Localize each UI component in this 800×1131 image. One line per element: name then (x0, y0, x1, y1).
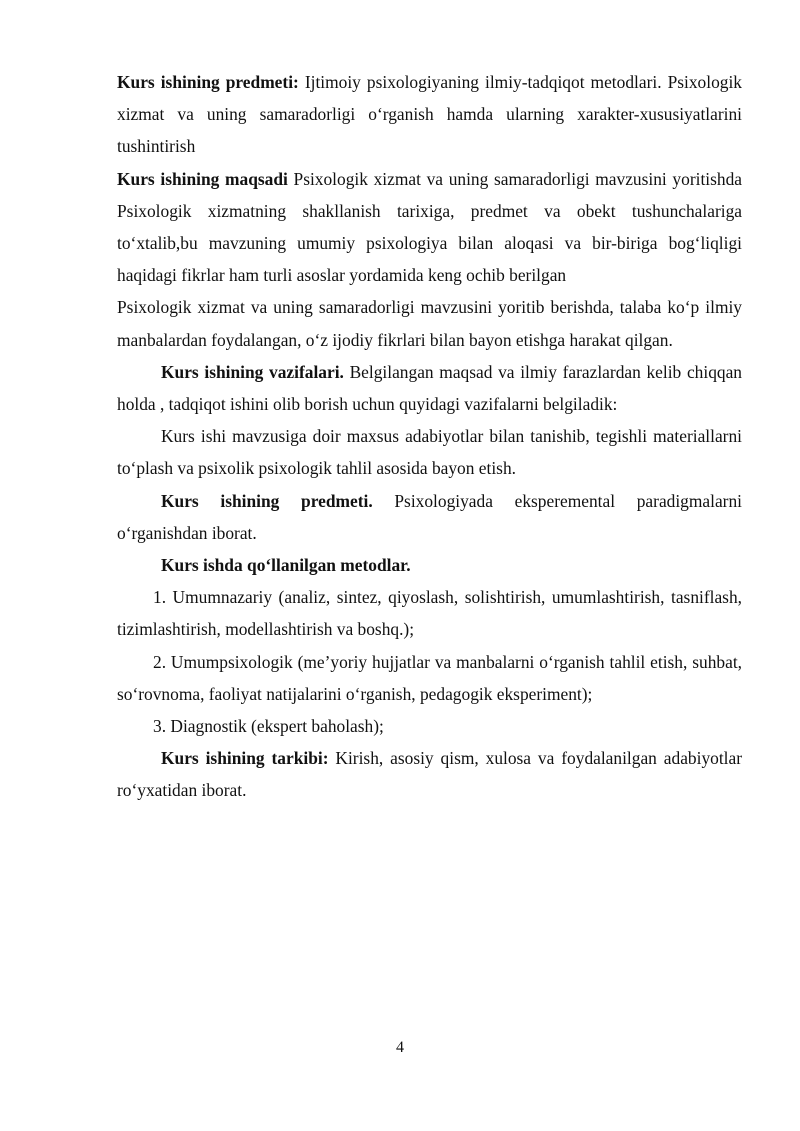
tasks-text: Belgilangan maqsad va ilmiy farazlardan kelib chiqqan holda , tadqiqot ishini olib borish uchun quyidagi vazifalarni belgiladik: (117, 361, 742, 415)
method-item-2-text: 2. Umumpsixologik (me’yoriy hujjatlar va manbalarni o‘rganish tahlil etish, suhbat, so‘rovnoma, faoliyat natijalarini o‘rganish, pedagogik eksperiment); (117, 651, 742, 704)
subject-paragraph (117, 66, 742, 163)
subject-2-text: Psixologiyada eksperemental paradigmalarni o‘rganishdan iborat. (117, 490, 742, 543)
method-item-3-text: 3. Diagnostik (ekspert baholash); (153, 716, 384, 737)
subject-2-heading: Kurs ishining predmeti. (161, 490, 373, 511)
methods-heading-paragraph (117, 549, 742, 581)
methods-heading: Kurs ishda qo‘llanilgan metodlar. (161, 555, 411, 576)
method-item-1 (117, 581, 742, 645)
structure-heading: Kurs ishining tarkibi: (161, 748, 329, 769)
tasks-paragraph (117, 356, 742, 420)
goal-paragraph (117, 163, 742, 292)
subject-heading: Kurs ishining predmeti: (117, 72, 299, 92)
tasks-heading: Kurs ishining vazifalari. (161, 361, 344, 382)
subject-2-paragraph (117, 485, 742, 549)
student-effort-text: Psixologik xizmat va uning samaradorligi mavzusini yoritib berishda, talaba ko‘p ilmiy manbalardan foydalangan, o‘z ijodiy fikrlari bilan bayon etishga harakat qilgan. (117, 297, 742, 350)
method-item-3 (117, 710, 742, 742)
structure-paragraph (117, 742, 742, 806)
student-effort-paragraph (117, 291, 742, 355)
page-number: 4 (396, 1039, 404, 1056)
tasks-detail-text: Kurs ishi mavzusiga doir maxsus adabiyotlar bilan tanishib, tegishli materiallarni to‘plash va psixolik psixologik tahlil asosida bayon etish. (117, 426, 742, 479)
structure-text: Kirish, asosiy qism, xulosa va foydalanilgan adabiyotlar ro‘yxatidan iborat. (117, 748, 743, 801)
goal-heading: Kurs ishining maqsadi (117, 168, 288, 189)
tasks-detail-paragraph (117, 420, 742, 484)
method-item-1-text: 1. Umumnazariy (analiz, sintez, qiyoslash, solishtirish, umumlashtirish, tasniflash, tizimlashtirish, modellashtirish va boshq.); (117, 587, 742, 640)
method-item-2 (117, 646, 742, 710)
subject-text: Ijtimoiy psixologiyaning ilmiy-tadqiqot metodlari. Psixologik xizmat va uning samaradorligi o‘rganish hamda ularning xarakter-xususiyatlarini tushintirish (117, 72, 742, 157)
document-page (117, 66, 742, 807)
goal-text: Psixologik xizmat va uning samaradorligi mavzusini yoritishda Psixologik xizmatning shakllanish tarixiga, predmet va obekt tushunchalariga to‘xtalib,bu mavzuning umumiy psixologiya bilan aloqasi va bir-biriga bog‘liqligi haqidagi fikrlar ham turli asoslar yordamida keng ochib berilgan (117, 168, 742, 286)
